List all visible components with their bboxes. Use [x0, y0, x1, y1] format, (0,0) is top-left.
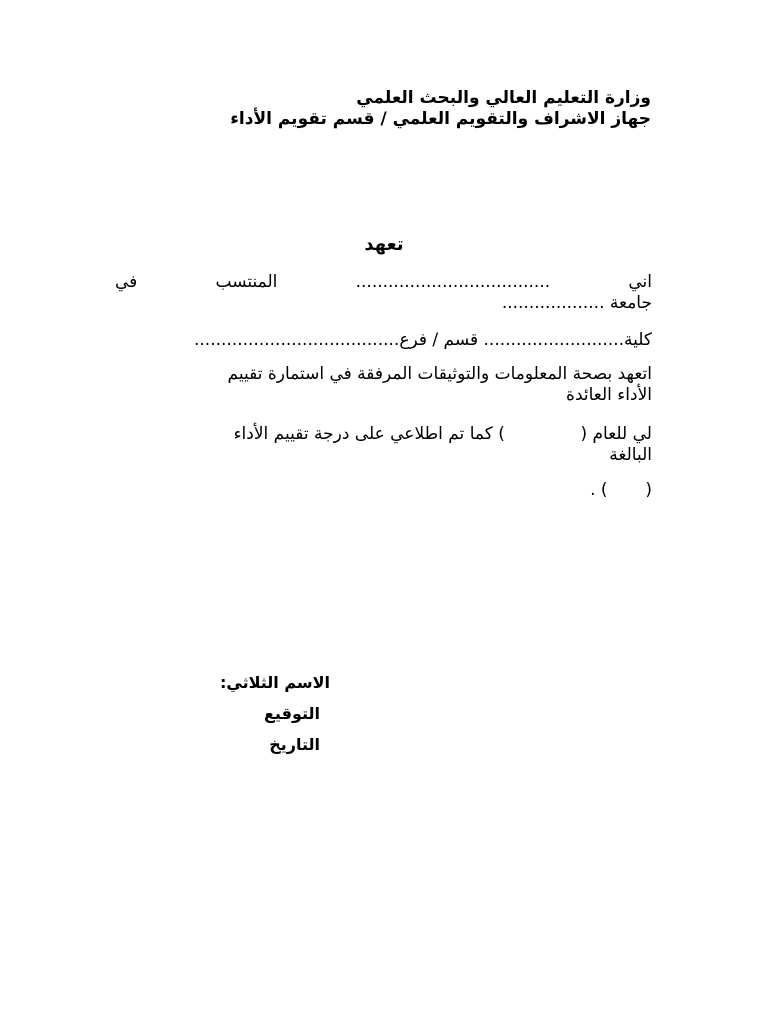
pledge-paragraph-3-line-1 — [115, 364, 652, 385]
pledge-paragraph-3-text-1: اتعهد بصحة المعلومات والتوثيقات المرفقة في استمارة تقييم — [227, 364, 652, 384]
name-blank: .................................... — [355, 272, 551, 292]
pledge-line-1 — [115, 272, 652, 293]
pledge-word-3: المنتسب — [215, 272, 278, 292]
ministry-name: وزارة التعليم العالي والبحث العلمي — [356, 88, 651, 108]
pledge-paragraph-1 — [115, 272, 652, 314]
pledge-paragraph-4-line-2: البالغة — [609, 445, 652, 465]
date-label: التاريخ — [269, 735, 320, 754]
grade-blank: ( ) . — [590, 480, 652, 500]
document-header — [115, 88, 651, 130]
pledge-word-4: في — [115, 272, 138, 292]
department-name: جهاز الاشراف والتقويم العلمي / قسم تقويم الأداء — [230, 109, 651, 129]
full-name-label: الاسم الثلاثي: — [219, 673, 330, 692]
university-line: جامعة ................... — [501, 293, 652, 313]
pledge-paragraph-3-line-2: الأداء العائدة — [566, 385, 652, 405]
college-department-line: كلية.......................... قسم / فرع...................................... — [193, 330, 652, 350]
signature-label: التوقيع — [264, 704, 320, 723]
pledge-paragraph-4-line-1: لي للعام ( ) كما تم اطلاعي على درجة تقييم الأداء — [233, 424, 652, 444]
document-title: تعهد — [364, 234, 404, 255]
pledge-paragraph-5 — [115, 480, 652, 501]
pledge-word-1: اني — [628, 272, 652, 292]
pledge-paragraph-4 — [115, 424, 652, 466]
pledge-paragraph-3 — [115, 364, 652, 406]
